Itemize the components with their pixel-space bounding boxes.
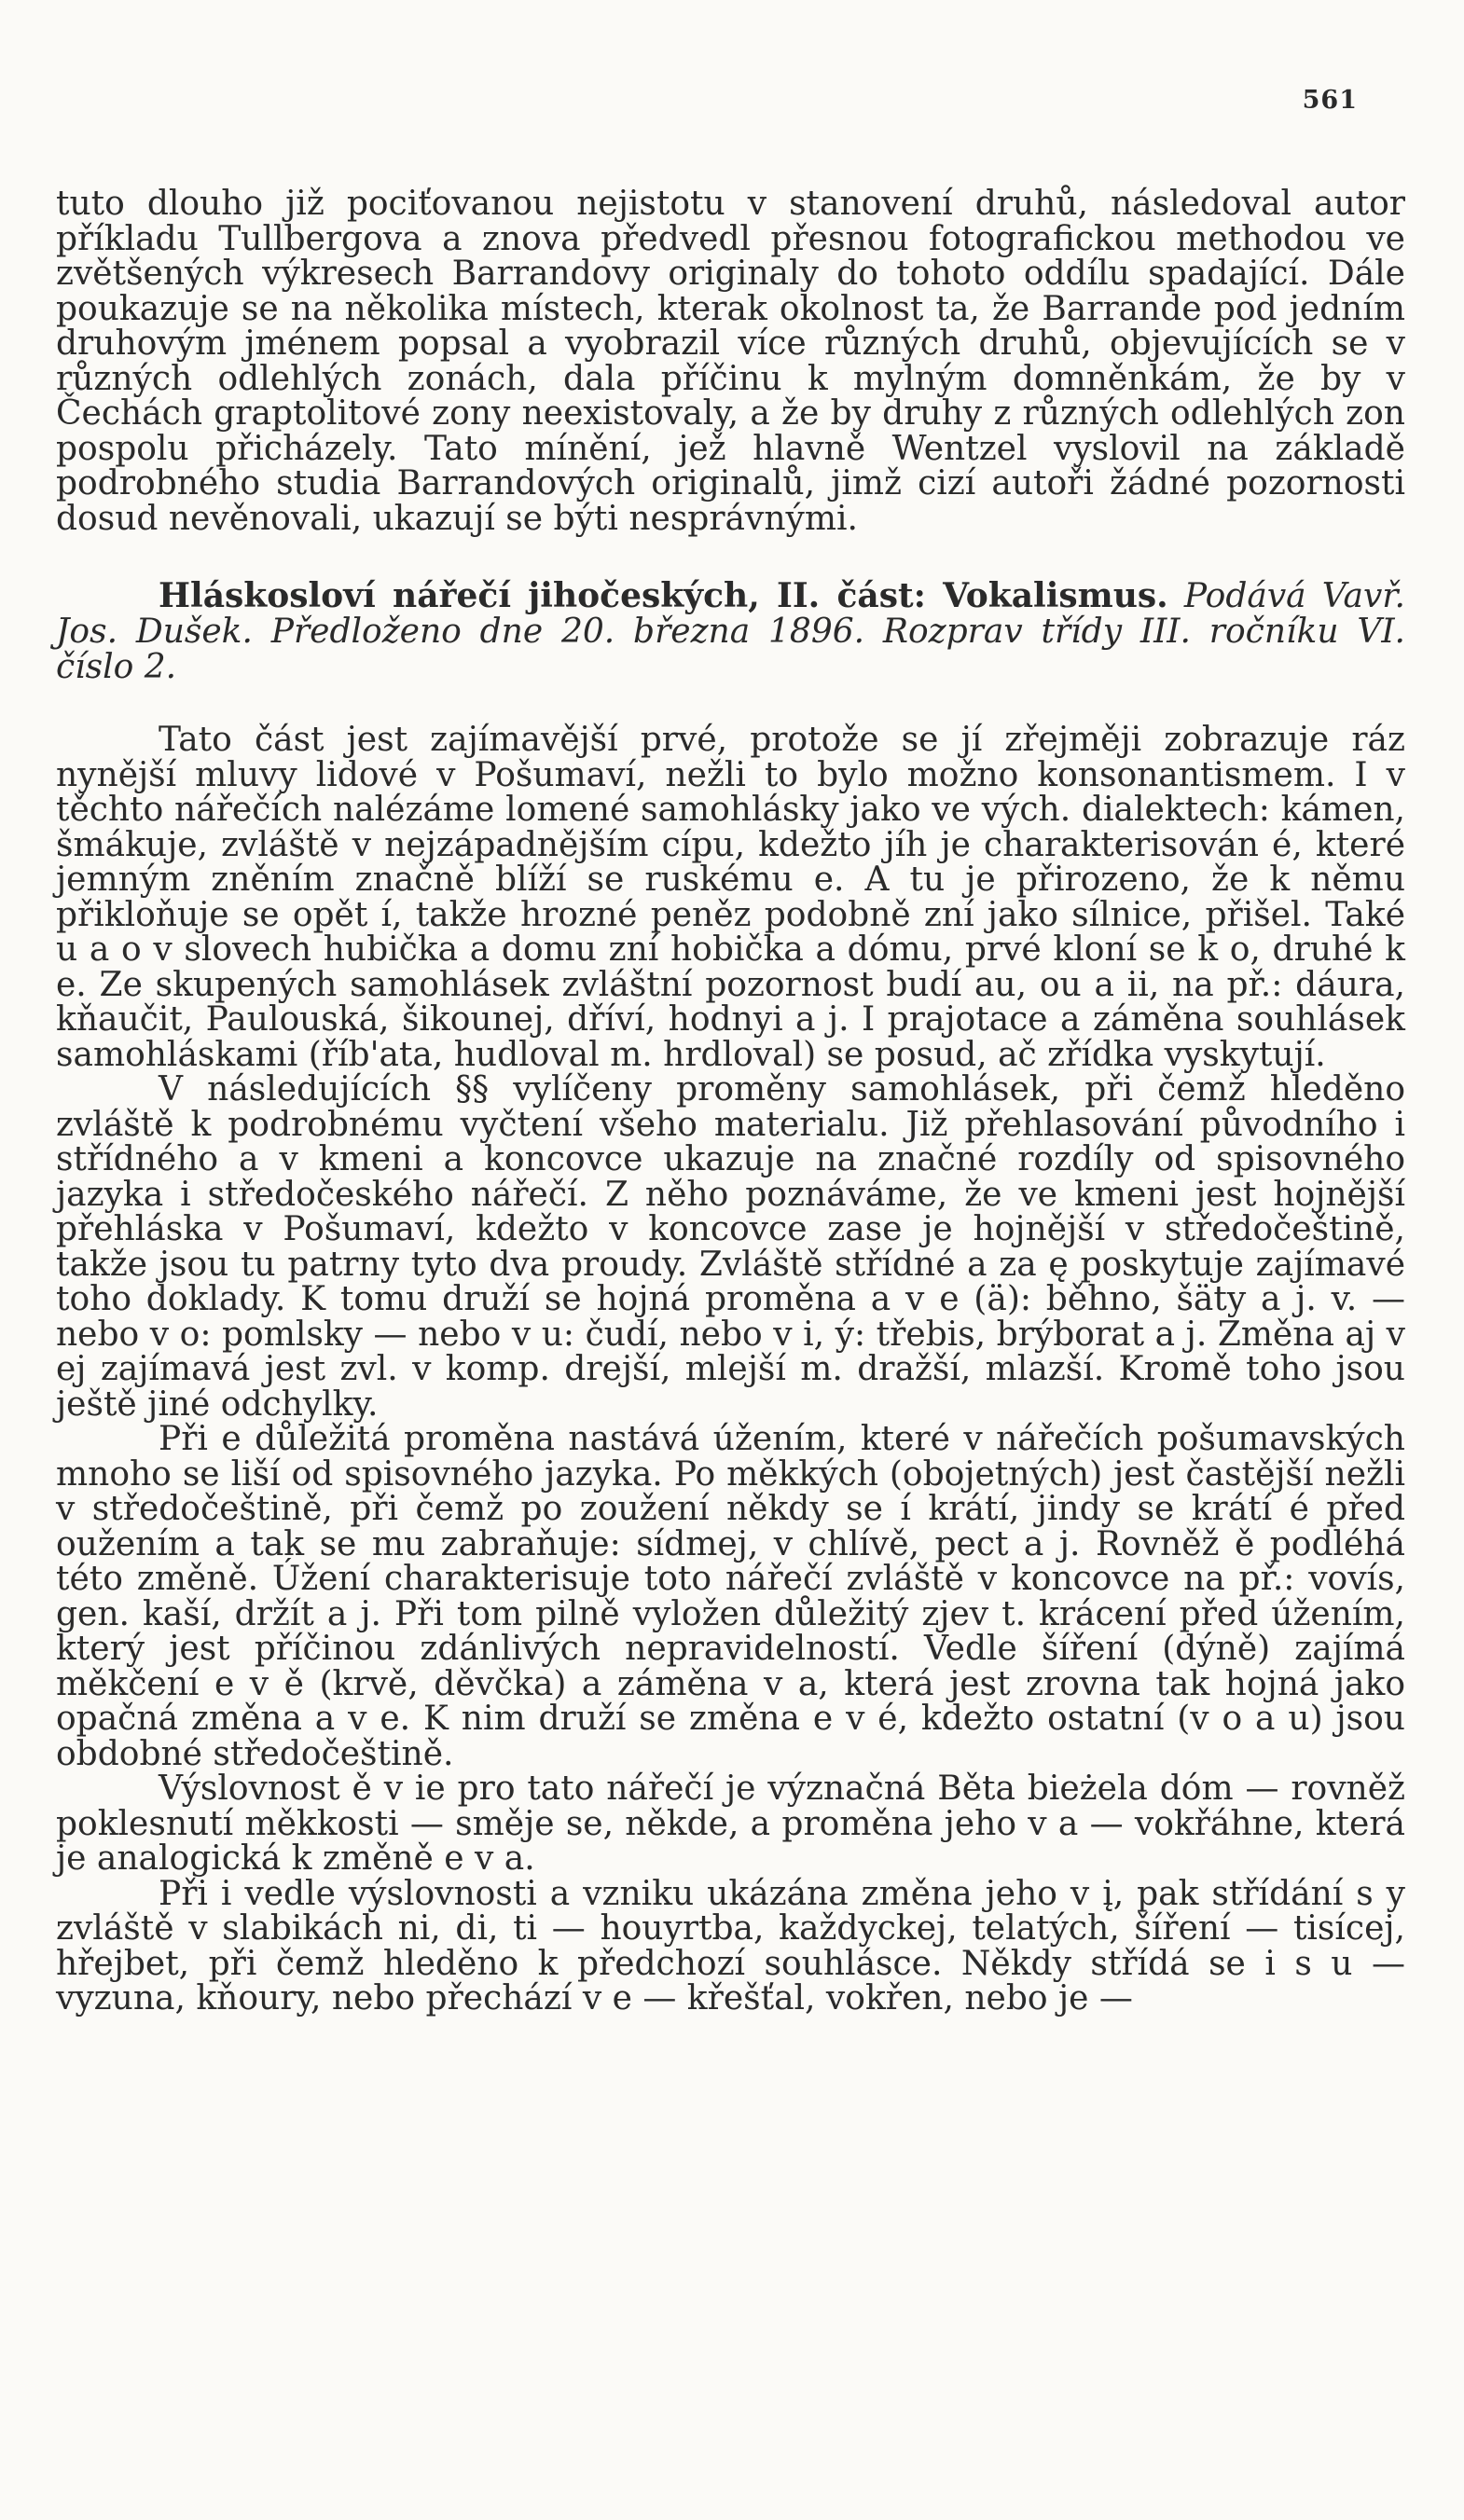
intro-paragraph: tuto dlouho již pociťovanou nejistotu v stanovení druhů, následoval autor příkladu Tullbergova a znova předvedl přesnou fotografickou methodou ve zvětšených výkresech Barrandovy originaly do tohoto oddílu spadající. Dále poukazuje se na několika místech, kterak okolnost ta, že Barrande pod jedním druhovým jménem popsal a vyobrazil více různých druhů, objevujících se v různých odlehlých zonách, dala příčinu k mylným domněnkám, že by v Čechách graptolitové zony neexistovaly, a že by druhy z různých odlehlých zon pospolu přicházely. Tato mínění, jež hlavně Wentzel vyslovil na základě podrobného studia Barrandových originalů, jimž cizí autoři žádné pozornosti dosud nevěnovali, ukazují se býti nesprávnými. (56, 185, 1405, 538)
article-title: Hláskosloví nářečí jihočeských, II. část: Vokalismus. (159, 576, 1168, 615)
article-heading (56, 578, 1405, 685)
paragraph-4: Výslovnost ě v ie pro tato nářečí je význačná Běta bieżela dóm — rovněž poklesnutí měkkosti — směje se, někde, a proměna jeho v a — vokřáhne, která je analogická k změně e v a. (56, 1770, 1405, 1878)
article-byline: Podává Vavř. Jos. Dušek. Předloženo dne 20. března 1896. Rozprav třídy III. ročníku VI. číslo 2. (56, 577, 1405, 686)
page-number: 561 (1302, 86, 1358, 115)
paragraph-2: V následujících §§ vylíčeny proměny samohlásek, při čemž hleděno zvláště k podrobnému vyčtení všeho materialu. Již přehlasování původního i střídného a v kmeni a koncovce ukazuje na značné rozdíly od spisovného jazyka i středočeského nářečí. Z něho poznáváme, že ve kmeni jest hojnější přehláska v Pošumaví, kdežto v koncovce zase je hojnější v středočeštině, takže jsou tu patrny tyto dva proudy. Zvláště střídné a za ę poskytuje zajímavé toho doklady. K tomu druží se hojná proměna a v e (ä): běhno, šäty a j. v. — nebo v o: pomlsky — nebo v u: čudí, nebo v i, ý: třebis, brýborat a j. Změna aj v ej zajímavá jest zvl. v komp. drejší, mlejší m. dražší, mlazší. Kromě toho jsou ještě jiné odchylky. (56, 1070, 1405, 1424)
paragraph-3: Při e důležitá proměna nastává úžením, které v nářečích pošumavských mnoho se liší od spisovného jazyka. Po měkkých (obojetných) jest častější nežli v středočeštině, při čemž po zoužení někdy se í krátí, jindy se krátí é před oužením a tak se mu zabraňuje: sídmej, v chlívě, pect a j. Rovněž ě podléhá této změně. Úžení charakterisuje toto nářečí zvláště v koncovce na př.: vovís, gen. kaší, držít a j. Při tom pilně vyložen důležitý zjev t. krácení před úžením, který jest příčinou zdánlivých nepravidelností. Vedle šíření (dýně) zajímá měkčení e v ě (krvě, děvčka) a záměna v a, která jest zrovna tak hojná jako opačná změna a v e. K nim druží se změna e v é, kdežto ostatní (v o a u) jsou obdobné středočeštině. (56, 1420, 1405, 1773)
paragraph-1: Tato část jest zajímavější prvé, protože se jí zřejměji zobrazuje ráz nynější mluvy lidové v Pošumaví, nežli to bylo možno konsonantismem. I v těchto nářečích nalézáme lomené samohlásky jako ve vých. dialektech: kámen, šmákuje, zvláště v nejzápadnějším cípu, kdežto jíh je charakterisován é, které jemným zněním značně blíží se ruskému e. A tu je přirozeno, že k němu přikloňuje se opět í, takže hrozné peněz podobně zní jako sílnice, přišel. Také u a o v slovech hubička a domu zní hobička a dómu, prvé kloní se k o, druhé k e. Ze skupených samohlásek zvláštní pozornost budí au, ou a ii, na př.: dáura, kňaučit, Paulouská, šikounej, dříví, hodnyi a j. I prajotace a záměna souhlásek samohláskami (říb'ata, hudloval m. hrdloval) se posud, ač zřídka vyskytují. (56, 721, 1405, 1074)
page-body (56, 186, 1405, 2017)
paragraph-5: Při i vedle výslovnosti a vzniku ukázána změna jeho v į, pak střídání s y zvláště v slabikách ni, di, ti — houyrtba, každyckej, telatých, šíření — tisícej, hřejbet, při čemž hleděno k předchozí souhlásce. Někdy střídá se i s u — vyzuna, kňoury, nebo přechází v e — křešťal, vokřen, nebo je — (56, 1874, 1405, 2017)
